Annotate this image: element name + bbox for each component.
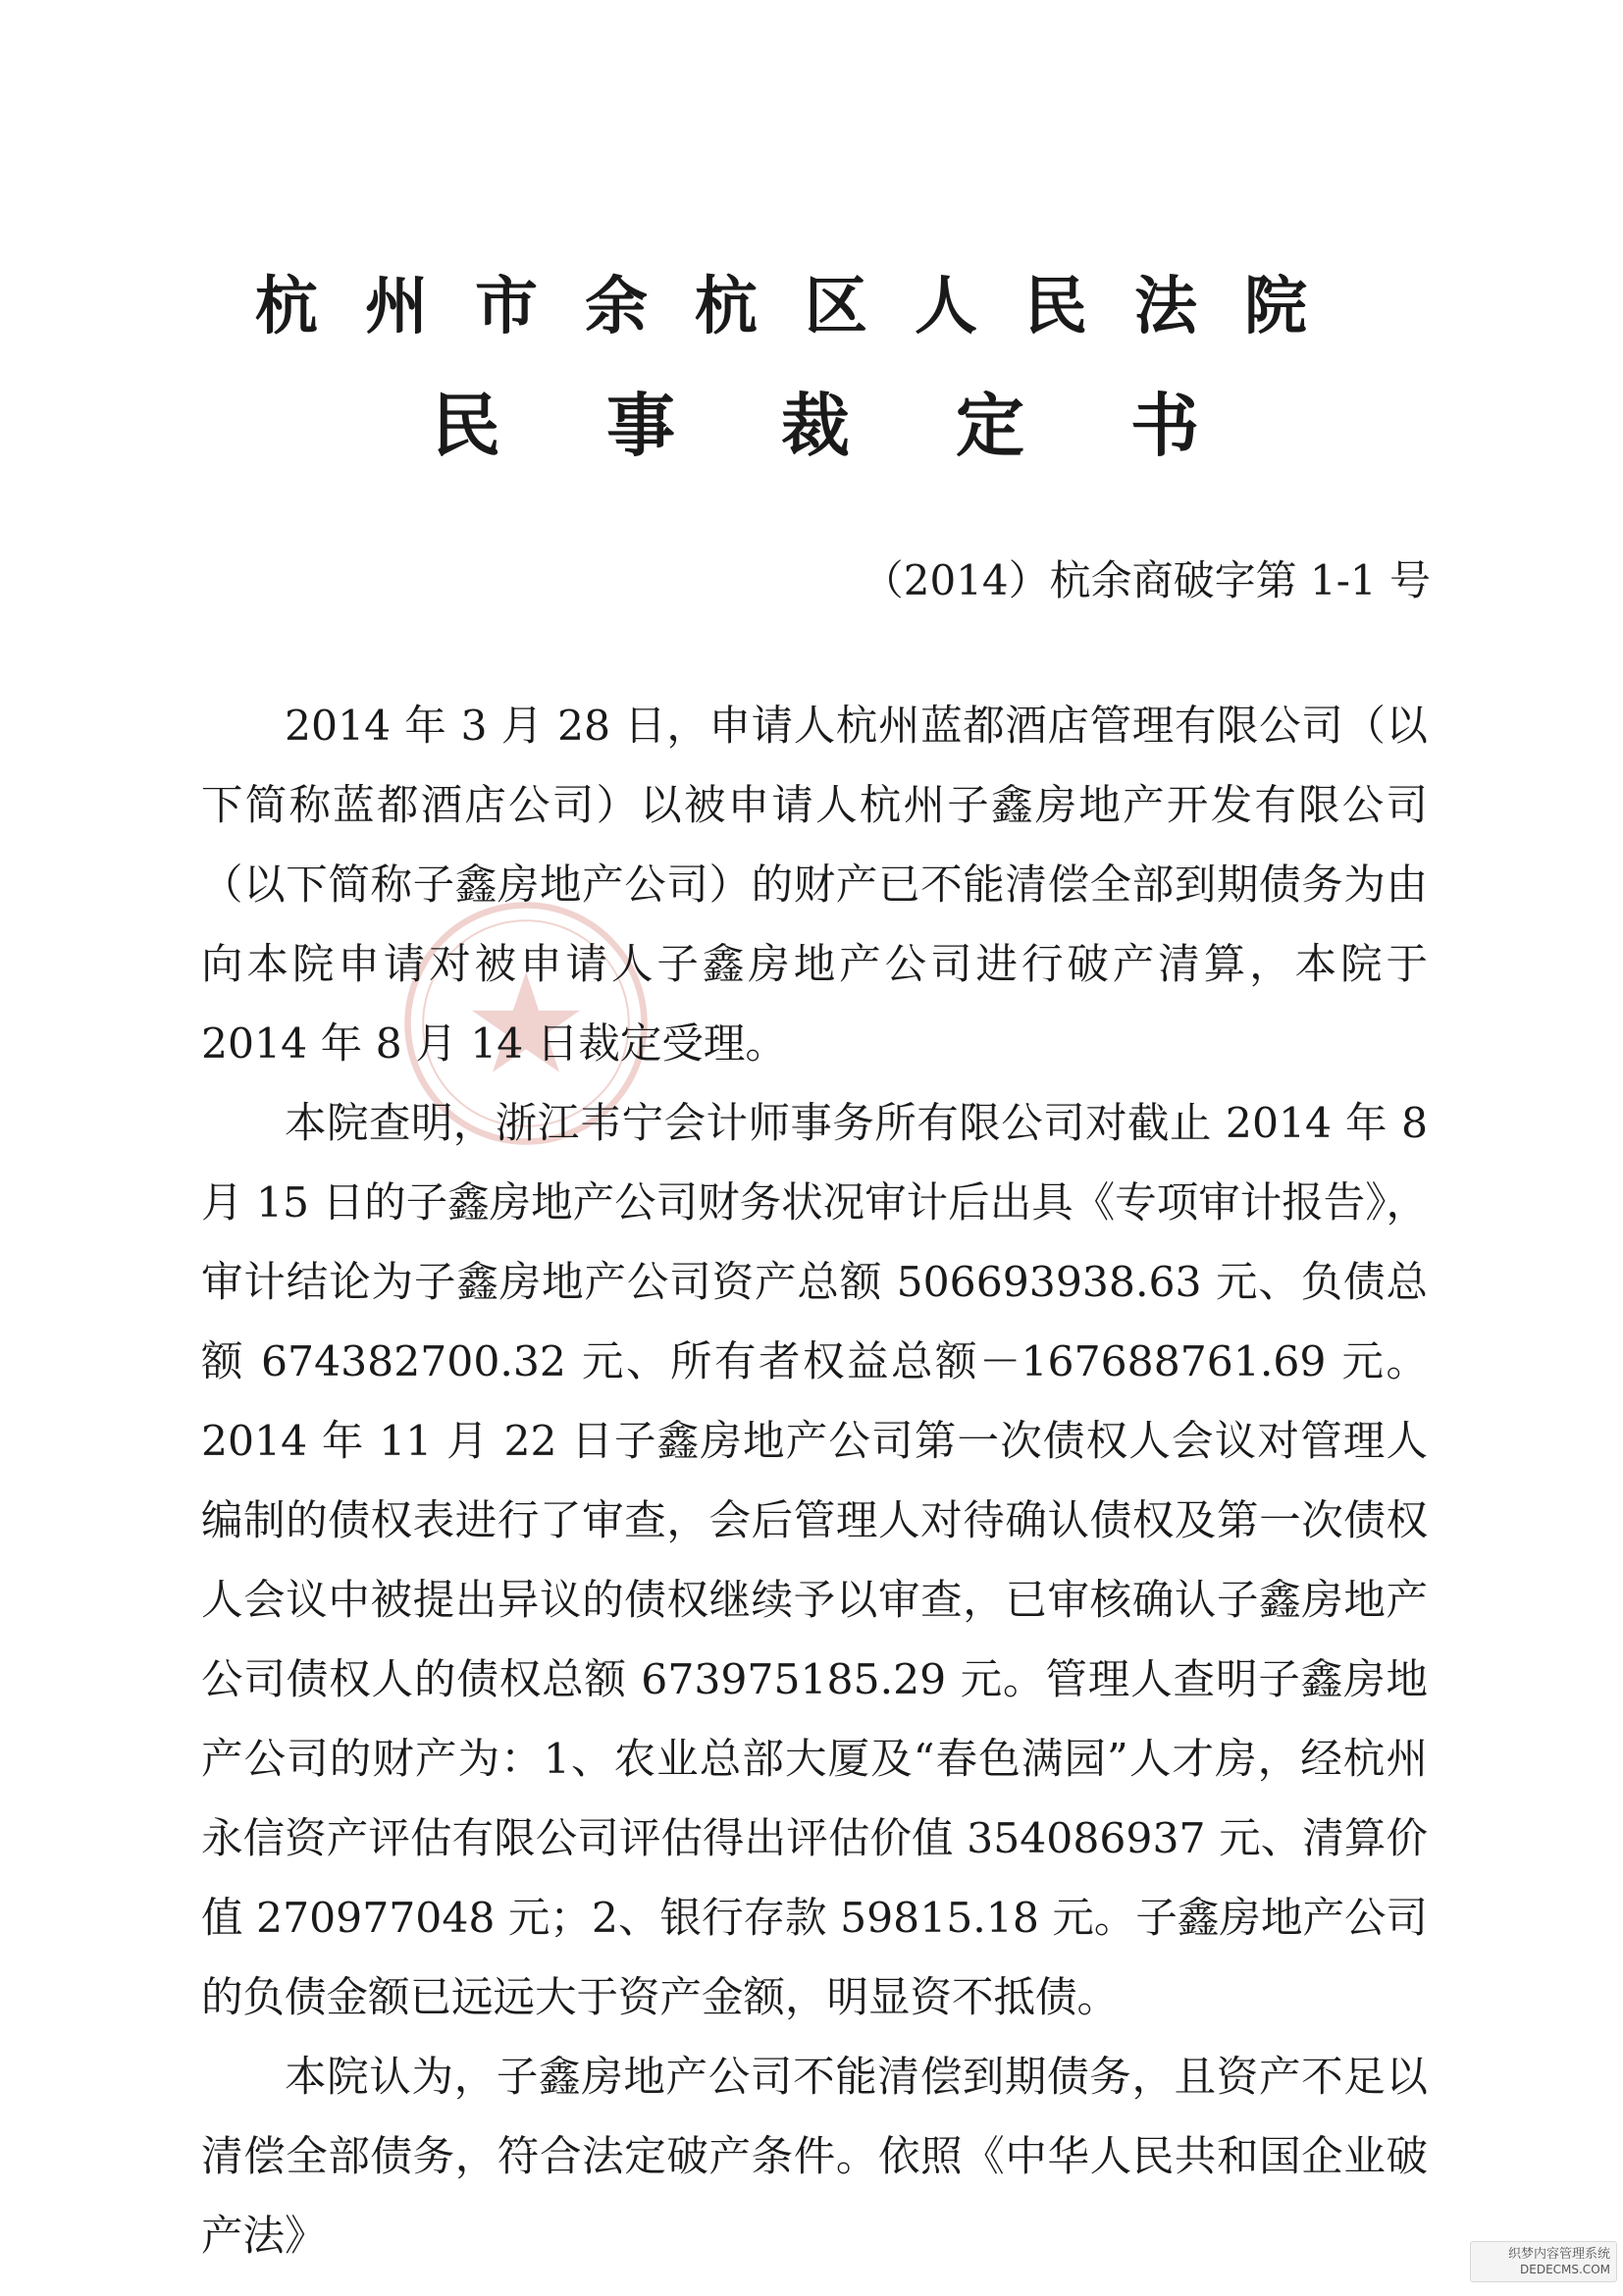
document-type-heading: 民事裁定书 (432, 385, 1305, 466)
body-text (201, 687, 1428, 2276)
paragraph-opinion: 本院认为，子鑫房地产公司不能清偿到期债务，且资产不足以清偿全部债务，符合法定破产条件。依照《中华人民共和国企业破产法》 (201, 2054, 1428, 2261)
court-name-heading: 杭州市余杭区人民法院 (255, 270, 1354, 343)
paragraph-acceptance: 2014 年 3 月 28 日，申请人杭州蓝都酒店管理有限公司（以下简称蓝都酒店公司）以被申请人杭州子鑫房地产开发有限公司（以下简称子鑫房地产公司）的财产已不能清偿全部到期债务为由向本院申请对被申请人子鑫房地产公司进行破产清算，本院于 2014 年 8 月 14 日裁定受理。 (201, 703, 1428, 1069)
case-number: （2014）杭余商破字第 1-1 号 (862, 556, 1431, 604)
watermark-en: DEDECMS.COM (1520, 2262, 1610, 2276)
paragraph-findings: 本院查明，浙江韦宁会计师事务所有限公司对截止 2014 年 8 月 15 日的子鑫房地产公司财务状况审计后出具《专项审计报告》，审计结论为子鑫房地产公司资产总额 506693938.63 元、负债总额 674382700.32 元、所有者权益总额－167688761.69 元。2014 年 11 月 22 日子鑫房地产公司第一次债权人会议对管理人编制的债权表进行了审查，会后管理人对待确认债权及第一次债权人会议中被提出异议的债权继续予以审查，已审核确认子鑫房地产公司债权人的债权总额 673975185.29 元。管理人查明子鑫房地产公司的财产为：1、农业总部大厦及“春色满园”人才房，经杭州永信资产评估有限公司评估得出评估价值 354086937 元、清算价值 270977048 元；2、银行存款 59815.18 元。子鑫房地产公司的负债金额已远远大于资产金额，明显资不抵债。 (201, 1100, 1428, 2022)
watermark-cn: 织梦内容管理系统 (1507, 2246, 1610, 2262)
site-watermark (1470, 2241, 1617, 2282)
